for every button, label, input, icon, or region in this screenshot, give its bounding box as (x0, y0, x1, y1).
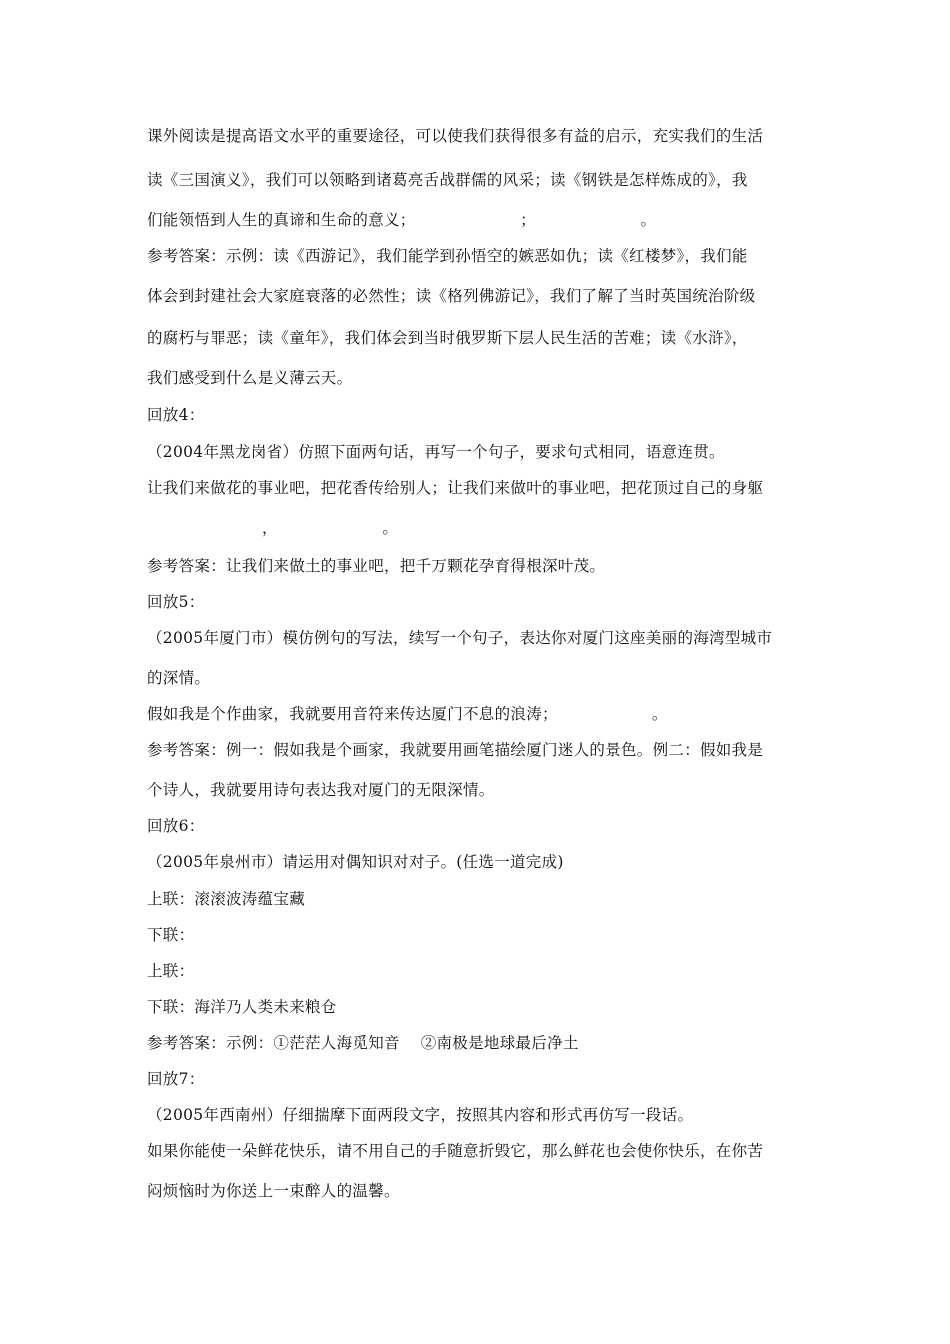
couplet-line: 上联： (147, 962, 195, 980)
couplet-line: 下联：海洋乃人类未来粮仓 (147, 998, 337, 1016)
section-heading: 回放4： (147, 406, 205, 424)
text-line: 的深情。 (147, 669, 211, 687)
text-line: 我们感受到什么是义薄云天。 (147, 369, 353, 387)
question-line: （2005年泉州市）请运用对偶知识对对子。(任选一道完成) (147, 853, 564, 871)
question-line: （2004年黑龙岗省）仿照下面两句话，再写一个句子，要求句式相同，语意连贯。 (147, 443, 725, 461)
text-line: 们能领悟到人生的真谛和生命的意义； ； 。 (147, 211, 657, 229)
text-line: 参考答案：示例：读《西游记》，我们能学到孙悟空的嫉恶如仇；读《红楼梦》，我们能 (147, 247, 748, 265)
text-line: 让我们来做花的事业吧，把花香传给别人；让我们来做叶的事业吧，把花顶过自己的身躯 (147, 479, 764, 497)
answer-line: 参考答案：让我们来做土的事业吧，把千万颗花孕育得根深叶茂。 (147, 557, 606, 575)
text-line: 如果你能使一朵鲜花快乐，请不用自己的手随意折毁它，那么鲜花也会使你快乐，在你苦 (147, 1142, 764, 1160)
text-line: 闷烦恼时为你送上一束醉人的温馨。 (147, 1182, 400, 1200)
text-line: 的腐朽与罪恶；读《童年》，我们体会到当时俄罗斯下层人民生活的苦难；读《水浒》， (147, 329, 748, 347)
text-line: 体会到封建社会大家庭衰落的必然性；读《格列佛游记》，我们了解了当时英国统治阶级 (147, 287, 756, 305)
couplet-line: 下联： (147, 926, 195, 944)
section-heading: 回放7： (147, 1070, 205, 1088)
text-line: 课外阅读是提高语文水平的重要途径，可以使我们获得很多有益的启示，充实我们的生活 (147, 127, 764, 145)
couplet-line: 上联：滚滚波涛蕴宝藏 (147, 890, 306, 908)
answer-line: 参考答案：示例：①茫茫人海觅知音 ②南极是地球最后净土 (147, 1034, 579, 1052)
question-line: （2005年厦门市）模仿例句的写法，续写一个句子，表达你对厦门这座美丽的海湾型城市 (147, 629, 773, 647)
section-heading: 回放6： (147, 817, 205, 835)
question-line: （2005年西南州）仔细揣摩下面两段文字，按照其内容和形式再仿写一段话。 (147, 1106, 694, 1124)
text-line: 假如我是个作曲家，我就要用音符来传达厦门不息的浪涛； 。 (147, 705, 668, 723)
answer-line: 参考答案：例一：假如我是个画家，我就要用画笔描绘厦门迷人的景色。例二：假如我是 (147, 741, 764, 759)
section-heading: 回放5： (147, 593, 205, 611)
text-line: 读《三国演义》，我们可以领略到诸葛亮舌战群儒的风采；读《钢铁是怎样炼成的》，我 (147, 171, 748, 189)
text-line: 个诗人，我就要用诗句表达我对厦门的无限深情。 (147, 781, 495, 799)
answer-blank-line: ， 。 (147, 519, 399, 537)
